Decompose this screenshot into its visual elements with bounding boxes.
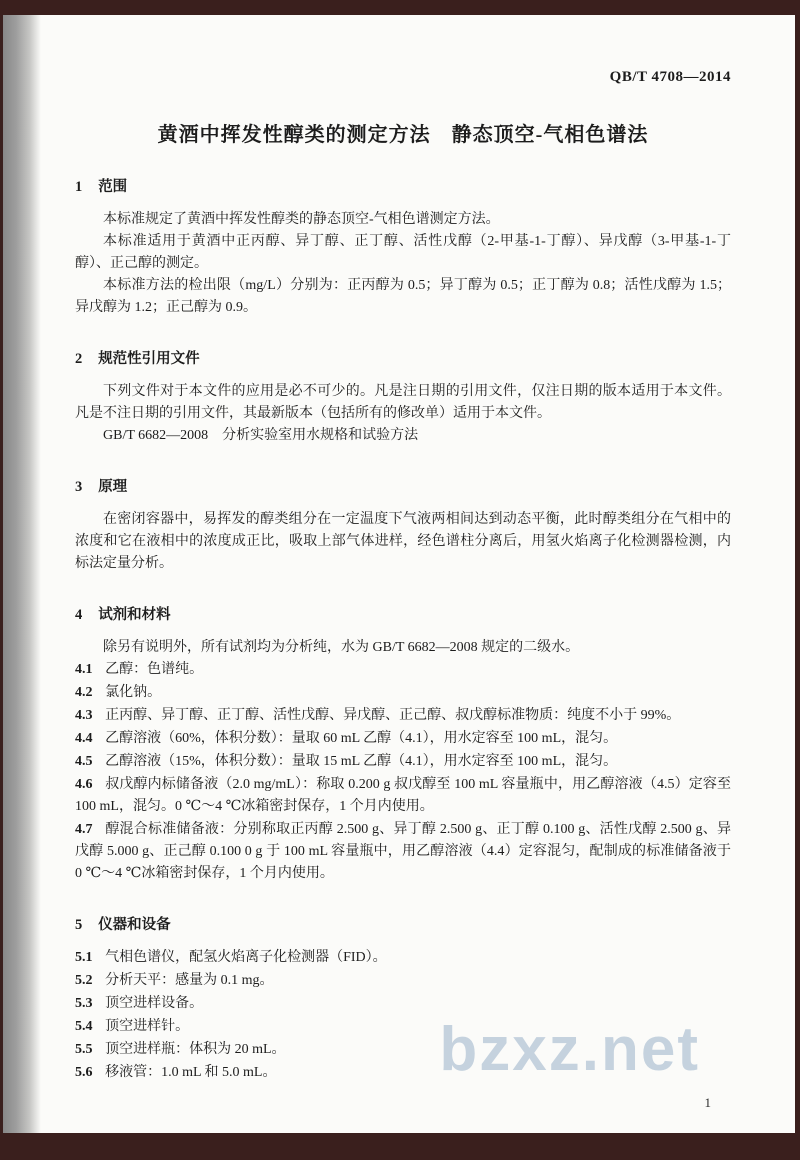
- clause: 5.2 分析天平：感量为 0.1 mg。: [75, 973, 274, 988]
- paragraph: 本标准规定了黄酒中挥发性醇类的静态顶空-气相色谱测定方法。: [103, 212, 500, 227]
- section-heading: [75, 347, 731, 368]
- clause: 4.1 乙醇：色谱纯。: [75, 662, 204, 677]
- document-title: 黄酒中挥发性醇类的测定方法 静态顶空-气相色谱法: [157, 124, 649, 146]
- clause-number: 5.6: [75, 1065, 93, 1080]
- section-title: 范围: [98, 179, 128, 195]
- section-number: 5: [75, 917, 83, 933]
- clause: 4.5 乙醇溶液（15%，体积分数）：量取 15 mL 乙醇（4.1），用水定容至 100 mL，混匀。: [75, 754, 618, 769]
- section-heading: [75, 175, 731, 196]
- section-number: 2: [75, 351, 83, 367]
- clause: 4.4 乙醇溶液（60%，体积分数）：量取 60 mL 乙醇（4.1），用水定容至 100 mL，混匀。: [75, 731, 618, 746]
- paragraph: 本标准适用于黄酒中正丙醇、异丁醇、正丁醇、活性戊醇（2-甲基-1-丁醇）、异戊醇（3-甲基-1-丁醇）、正己醇的测定。: [75, 234, 731, 271]
- clause-number: 4.7: [75, 822, 93, 837]
- paragraph: 在密闭容器中，易挥发的醇类组分在一定温度下气液两相间达到动态平衡，此时醇类组分在气相中的浓度和它在液相中的浓度成正比，吸取上部气体进样，经色谱柱分离后，用氢火焰离子化检测器检测，内标法定量分析。: [75, 512, 731, 571]
- clause: 4.3 正丙醇、异丁醇、正丁醇、活性戊醇、异戊醇、正己醇、叔戊醇标准物质：纯度不小于 99%。: [75, 708, 681, 723]
- section-title: 仪器和设备: [98, 917, 171, 933]
- clause-number: 4.3: [75, 708, 93, 723]
- standard-code: QB/T 4708—2014: [609, 69, 731, 85]
- clause-number: 5.4: [75, 1019, 93, 1034]
- clause: 5.5 顶空进样瓶：体积为 20 mL。: [75, 1042, 286, 1057]
- paragraph: 本标准方法的检出限（mg/L）分别为：正丙醇为 0.5；异丁醇为 0.5；正丁醇为 0.8；活性戊醇为 1.5；异戊醇为 1.2；正己醇为 0.9。: [75, 278, 731, 315]
- paragraph: 除另有说明外，所有试剂均为分析纯，水为 GB/T 6682—2008 规定的二级水。: [103, 640, 580, 655]
- clause-number: 4.1: [75, 662, 93, 677]
- clause: 5.3 顶空进样设备。: [75, 996, 204, 1011]
- clause-number: 5.3: [75, 996, 93, 1011]
- document-body: [75, 175, 731, 1084]
- section-heading: [75, 603, 731, 624]
- clause-number: 4.5: [75, 754, 93, 769]
- clause: 4.7 醇混合标准储备液：分别称取正丙醇 2.500 g、异丁醇 2.500 g、正丁醇 0.100 g、活性戊醇 2.500 g、异戊醇 5.000 g、正己醇 0.100 0 g 于 100 mL 容量瓶中，用乙醇溶液（4.4）定容混匀，配制成的标准储备液于 0 ℃～4 ℃冰箱密封保存，1 个月内使用。: [75, 822, 731, 881]
- clause: 4.2 氯化钠。: [75, 685, 162, 700]
- page-number: 1: [704, 1095, 711, 1110]
- watermark: bzxz.net: [439, 1015, 700, 1084]
- clause: 5.4 顶空进样针。: [75, 1019, 190, 1034]
- clause-number: 4.2: [75, 685, 93, 700]
- clause-number: 4.6: [75, 777, 93, 792]
- clause-number: 5.1: [75, 950, 93, 965]
- document-content: [3, 15, 795, 1133]
- clause-number: 5.5: [75, 1042, 93, 1057]
- section-title: 原理: [98, 479, 128, 495]
- section-number: 4: [75, 607, 83, 623]
- section-title: 试剂和材料: [98, 607, 171, 623]
- clause-number: 5.2: [75, 973, 93, 988]
- section-number: 1: [75, 179, 83, 195]
- paragraph: 下列文件对于本文件的应用是必不可少的。凡是注日期的引用文件，仅注日期的版本适用于本文件。凡是不注日期的引用文件，其最新版本（包括所有的修改单）适用于本文件。: [75, 384, 731, 421]
- section-number: 3: [75, 479, 83, 495]
- clause: 5.6 移液管：1.0 mL 和 5.0 mL。: [75, 1065, 277, 1080]
- document-page: [3, 15, 795, 1133]
- paragraph: GB/T 6682—2008 分析实验室用水规格和试验方法: [103, 428, 419, 443]
- section-title: 规范性引用文件: [98, 351, 200, 367]
- clause: 5.1 气相色谱仪，配氢火焰离子化检测器（FID）。: [75, 950, 387, 965]
- clause: 4.6 叔戊醇内标储备液（2.0 mg/mL）：称取 0.200 g 叔戊醇至 100 mL 容量瓶中，用乙醇溶液（4.5）定容至 100 mL，混匀。0 ℃～4 ℃冰箱密封保存，1 个月内使用。: [75, 777, 731, 814]
- section-heading: [75, 913, 731, 934]
- section-heading: [75, 475, 731, 496]
- clause-number: 4.4: [75, 731, 93, 746]
